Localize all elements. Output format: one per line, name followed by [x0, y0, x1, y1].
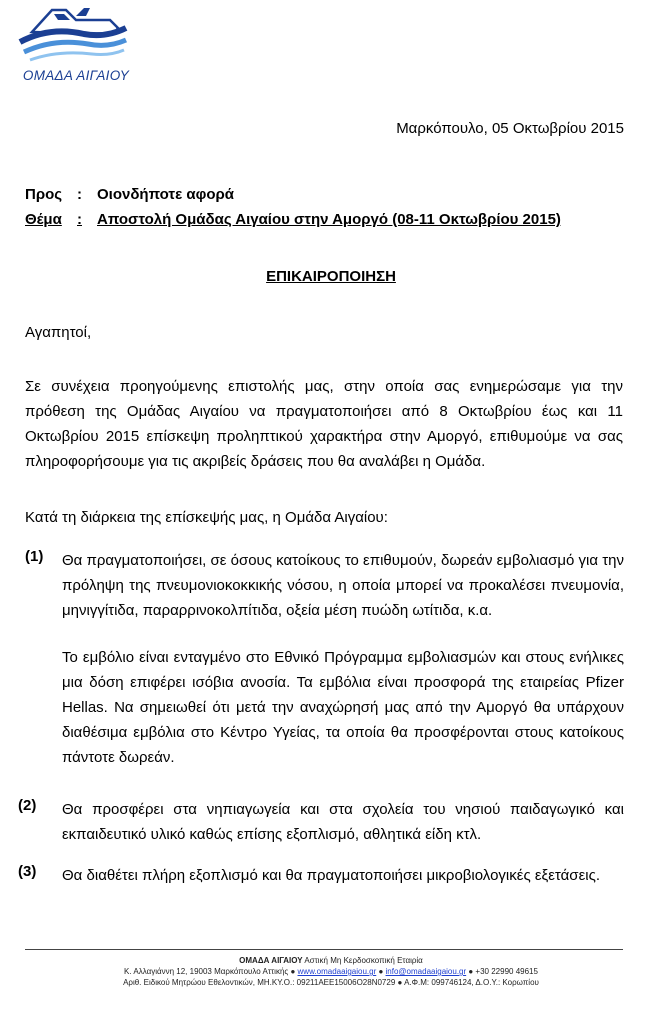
- footer-divider: [25, 949, 623, 950]
- footer-org-name: ΟΜΑΔΑ ΑΙΓΑΙΟΥ: [239, 956, 303, 965]
- letter-date: Μαρκόπουλο, 05 Οκτωβρίου 2015: [396, 120, 624, 137]
- footer-address: Κ. Αλλαγιάννη 12, 19003 Μαρκόπουλο Αττικής ●: [124, 967, 298, 976]
- footer-website-link[interactable]: www.omadaaigaiou.gr: [297, 967, 377, 976]
- footer-separator: ●: [376, 967, 386, 976]
- footer-contact-line: [0, 966, 662, 977]
- item-number: (1): [25, 548, 44, 565]
- footer-email-link[interactable]: info@omadaaigaiou.gr: [385, 967, 467, 976]
- recipient-value: Οιονδήποτε αφορά: [97, 186, 235, 203]
- boat-emblem-icon: [14, 2, 132, 72]
- item-number: (3): [18, 863, 37, 880]
- subject-line: [25, 211, 561, 228]
- list-item-text: Θα διαθέτει πλήρη εξοπλισμό και θα πραγματοποιήσει μικροβιολογικές εξετάσεις.: [62, 867, 600, 884]
- list-item-text: Θα πραγματοποιήσει, σε όσους κατοίκους το επιθυμούν, δωρεάν εμβολιασμό για την πρόληψη της πνευμονιοκοκκικής νόσου, η οποία μπορεί να προκαλέσει πνευμονία, μηνιγγίτιδα, παραρρινοκολπίτιδα, οξεία μέση πυώδη ωτίτιδα, κ.α.: [62, 552, 624, 619]
- list-item-text: Θα προσφέρει στα νηπιαγωγεία και στα σχολεία του νησιού παιδαγωγικό και εκπαιδευτικό υλικό καθώς επίσης εξοπλισμό, αθλητικά είδη κτλ.: [62, 801, 624, 843]
- greeting: Αγαπητοί,: [25, 324, 92, 341]
- organization-logo: [14, 2, 132, 92]
- item-number: (2): [18, 797, 37, 814]
- footer-phone: ● +30 22990 49615: [466, 967, 538, 976]
- logo-text: ΟΜΑΔΑ ΑΙΓΑΙΟΥ: [22, 68, 130, 83]
- subject-label: Θέμα: [25, 211, 62, 228]
- footer-org-desc: Αστική Μη Κερδοσκοπική Εταιρία: [302, 956, 423, 965]
- recipient-label: Προς: [25, 186, 63, 203]
- footer-org-line: [0, 955, 662, 966]
- recipient-colon: :: [77, 186, 82, 203]
- update-heading: ΕΠΙΚΑΙΡΟΠΟΙΗΣΗ: [266, 268, 396, 285]
- body-paragraph: Σε συνέχεια προηγούμενης επιστολής μας, στην οποία σας ενημερώσαμε για την πρόθεση της Ομάδας Αιγαίου να πραγματοποιήσει από 8 Οκτωβρίου έως και 11 Οκτωβρίου 2015 επίσκεψη προληπτικού χαρακτήρα στην Αμοργό, επιθυμούμε να σας πληροφορήσουμε για τις ακριβείς δράσεις που θα αναλάβει η Ομάδα.: [25, 378, 623, 470]
- subject-colon: :: [77, 211, 82, 228]
- list-item-subparagraph: Το εμβόλιο είναι ενταγμένο στο Εθνικό Πρόγραμμα εμβολιασμών και στους ενήλικες μια δόση επιφέρει ισόβια ανοσία. Τα εμβόλια είναι προσφορά της εταιρείας Pfizer Hellas. Να σημειωθεί ότι μετά την αναχώρησή μας από την Αμοργό θα υπάρχουν διαθέσιμα εμβόλια στο Κέντρο Υγείας, τα οποία θα προσφέρονται στους κατοίκους πάντοτε δωρεάν.: [62, 649, 624, 766]
- list-intro: Κατά τη διάρκεια της επίσκεψής μας, η Ομάδα Αιγαίου:: [25, 509, 388, 526]
- recipient-line: [25, 186, 234, 203]
- footer-registry-line: Αριθ. Ειδικού Μητρώου Εθελοντικών, ΜΗ.ΚΥ.Ο.: 09211ΑΕΕ15006Ο28Ν0729 ● Α.Φ.Μ: 099746124, Δ.Ο.Υ.: Κορωπίου: [123, 978, 539, 987]
- subject-value: Αποστολή Ομάδας Αιγαίου στην Αμοργό (08-11 Οκτωβρίου 2015): [97, 211, 561, 228]
